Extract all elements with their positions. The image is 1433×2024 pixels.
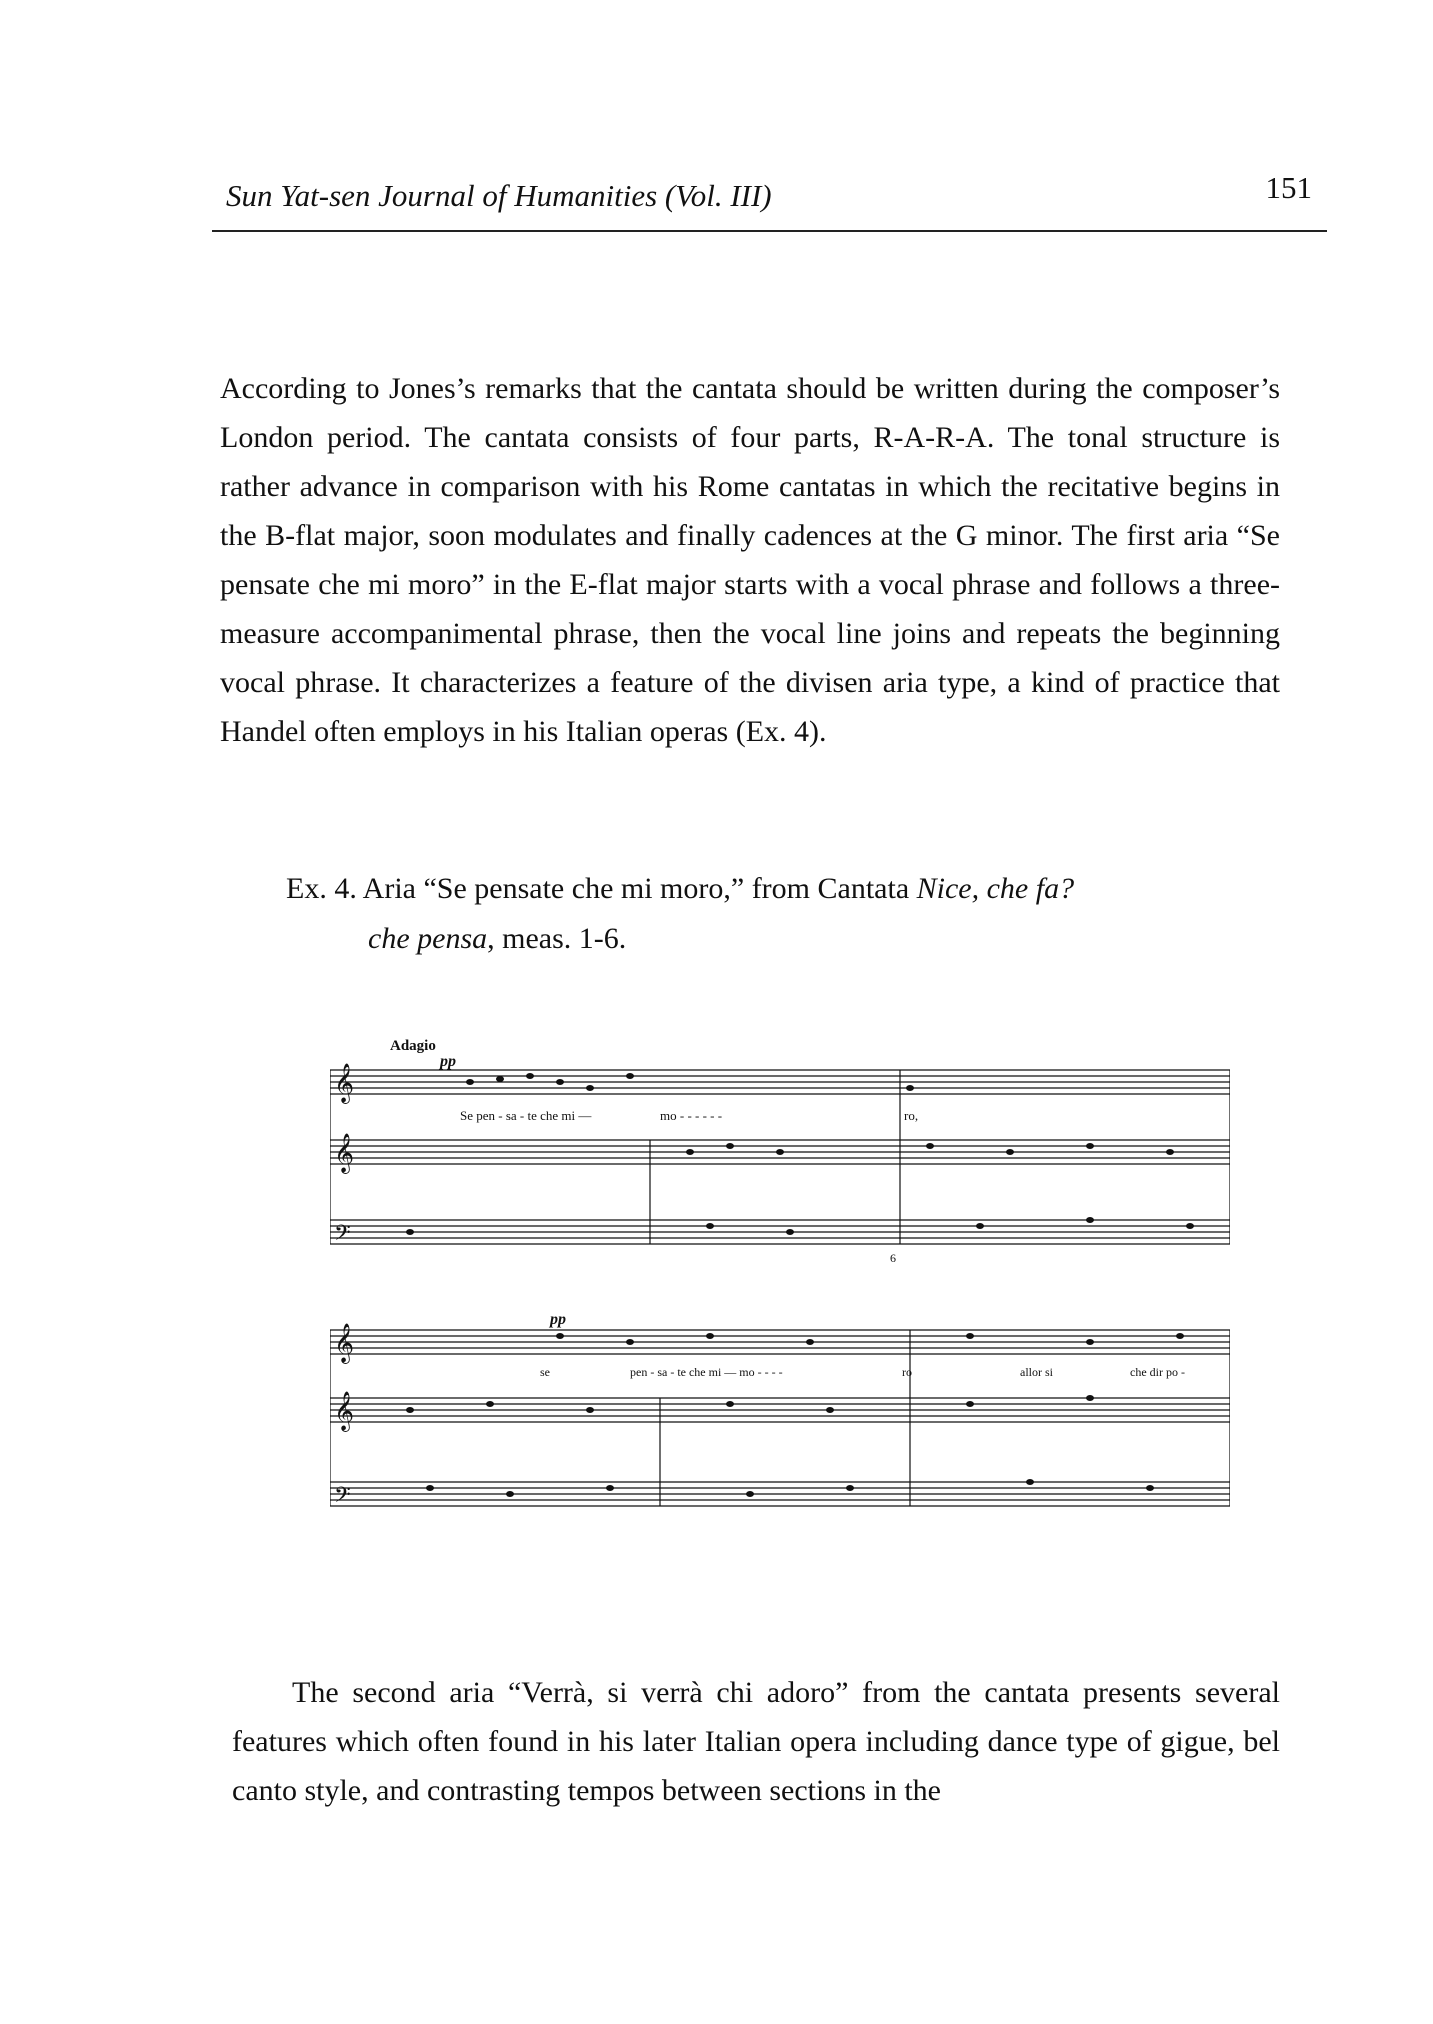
staff-voice-1 — [330, 1070, 1230, 1094]
staff-piano-2 — [330, 1398, 1230, 1506]
staff-piano-1 — [330, 1140, 1230, 1244]
paragraph-2: The second aria “Verrà, si verrà chi adoro” from the cantata presents several features which often found in his later Italian opera including dance type of gigue, bel canto style, and contrasting tempos between sections in the — [232, 1676, 1280, 1807]
header-rule — [212, 230, 1327, 232]
svg-text:𝄞: 𝄞 — [334, 1325, 355, 1362]
page-number: 151 — [1265, 170, 1312, 205]
dynamic-marking: pp — [440, 1053, 456, 1070]
paragraph-1: According to Jones’s remarks that the cantata should be written during the composer’s London period. The cantata consists of four parts, R-A-R-A. The tonal structure is rather advance in comparison with his Rome cantatas in which the recitative begins in the B-flat major, soon modulates and finally cadences at the G minor. The first aria “Se pensate che mi moro” in the E-flat major starts with a vocal phrase and follows a three-measure accompanimental phrase, then the vocal line joins and repeats the beginning vocal phrase. It characterizes a feature of the divisen aria type, a kind of practice that Handel often employs in his Italian operas (Ex. 4). — [220, 372, 1280, 748]
lyrics-2a: se — [540, 1365, 550, 1379]
svg-text:𝄢: 𝄢 — [334, 1483, 351, 1512]
caption-suffix: , meas. 1-6. — [487, 922, 627, 955]
caption-title-2: che pensa — [368, 922, 488, 955]
svg-text:𝄞: 𝄞 — [334, 1135, 355, 1172]
music-example — [330, 1030, 1230, 1590]
running-header — [212, 168, 1312, 226]
example-caption — [286, 864, 1246, 964]
svg-text:𝄢: 𝄢 — [334, 1221, 351, 1250]
journal-title: Sun Yat-sen Journal of Humanities (Vol. III) — [226, 178, 772, 213]
figured-bass: 6 — [890, 1251, 896, 1265]
lyrics-2b: pen - sa - te che mi — mo - - - - — [630, 1365, 783, 1379]
svg-text:𝄞: 𝄞 — [334, 1393, 355, 1430]
dynamic-marking-2: pp — [550, 1311, 566, 1328]
lyrics-1a: Se pen - sa - te che mi — — [460, 1108, 592, 1123]
lyrics-1b: mo - - - - - - — [660, 1108, 723, 1123]
caption-title: Nice, che fa? — [916, 872, 1075, 905]
treble-clef-1: 𝄞 — [334, 1065, 355, 1102]
tempo-marking: Adagio — [390, 1038, 436, 1054]
music-score-figure — [330, 1030, 1230, 1590]
lyrics-2d: allor si — [1020, 1365, 1053, 1379]
lyrics-1c: ro, — [904, 1108, 919, 1123]
lyrics-2e: che dir po - — [1130, 1365, 1185, 1379]
lyrics-2c: ro — [902, 1365, 912, 1379]
staff-voice-2 — [330, 1330, 1230, 1354]
caption-prefix: Ex. 4. Aria “Se pensate che mi moro,” from Cantata — [286, 872, 917, 905]
